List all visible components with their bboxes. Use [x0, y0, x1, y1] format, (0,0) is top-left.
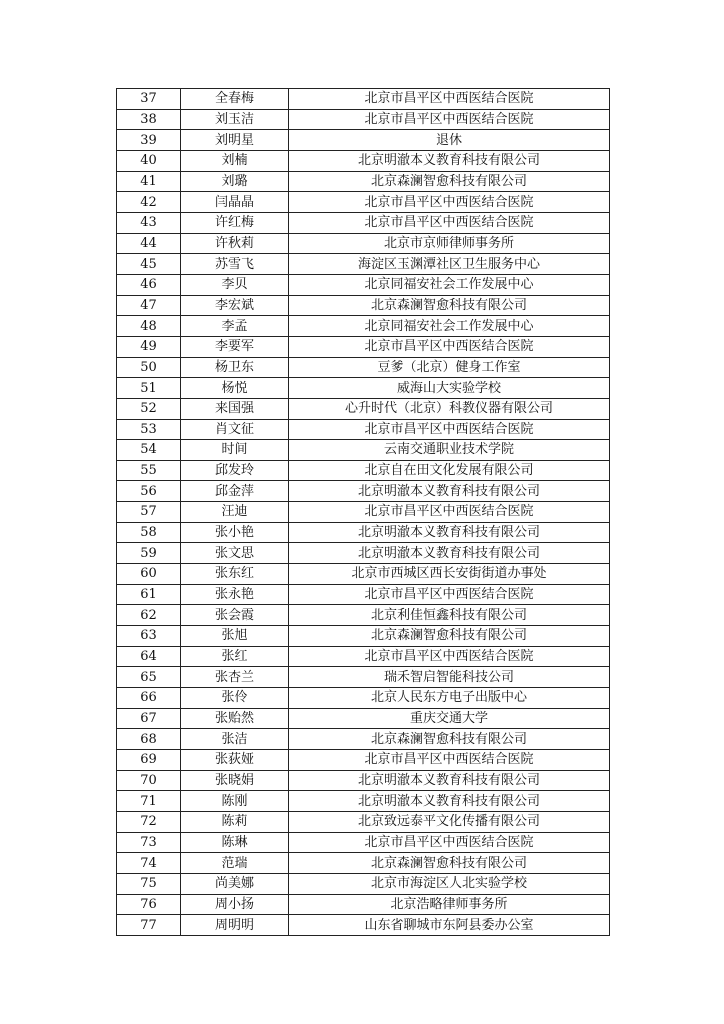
- table-row: [117, 357, 610, 378]
- row-number-cell: 53: [117, 419, 181, 440]
- table-row: [117, 605, 610, 626]
- unit-cell: 海淀区玉渊潭社区卫生服务中心: [289, 254, 610, 275]
- row-number-cell: 66: [117, 688, 181, 709]
- row-number-cell: 47: [117, 295, 181, 316]
- table-row: [117, 584, 610, 605]
- unit-cell: 北京市昌平区中西医结合医院: [289, 109, 610, 130]
- unit-cell: 北京浩略律师事务所: [289, 894, 610, 915]
- table-row: [117, 192, 610, 213]
- table-row: [117, 254, 610, 275]
- name-cell: 张杏兰: [181, 667, 289, 688]
- unit-cell: 北京致远泰平文化传播有限公司: [289, 811, 610, 832]
- name-cell: 尚美娜: [181, 873, 289, 894]
- unit-cell: 重庆交通大学: [289, 708, 610, 729]
- unit-cell: 北京市西城区西长安街街道办事处: [289, 564, 610, 585]
- table-row: [117, 646, 610, 667]
- row-number-cell: 75: [117, 873, 181, 894]
- name-cell: 张永艳: [181, 584, 289, 605]
- name-cell: 刘玉洁: [181, 109, 289, 130]
- name-cell: 张贻然: [181, 708, 289, 729]
- name-cell: 周明明: [181, 915, 289, 936]
- unit-cell: 北京市昌平区中西医结合医院: [289, 502, 610, 523]
- row-number-cell: 45: [117, 254, 181, 275]
- name-cell: 张洁: [181, 729, 289, 750]
- table-row: [117, 378, 610, 399]
- row-number-cell: 37: [117, 89, 181, 110]
- row-number-cell: 56: [117, 481, 181, 502]
- name-cell: 张东红: [181, 564, 289, 585]
- row-number-cell: 74: [117, 853, 181, 874]
- name-cell: 范瑞: [181, 853, 289, 874]
- unit-cell: 北京市昌平区中西医结合医院: [289, 89, 610, 110]
- member-table-body: [117, 89, 610, 936]
- table-row: [117, 398, 610, 419]
- row-number-cell: 39: [117, 130, 181, 151]
- unit-cell: 北京市昌平区中西医结合医院: [289, 584, 610, 605]
- table-row: [117, 502, 610, 523]
- table-row: [117, 729, 610, 750]
- unit-cell: 北京市昌平区中西医结合医院: [289, 419, 610, 440]
- unit-cell: 豆爹（北京）健身工作室: [289, 357, 610, 378]
- name-cell: 全春梅: [181, 89, 289, 110]
- table-row: [117, 564, 610, 585]
- unit-cell: 北京森澜智愈科技有限公司: [289, 853, 610, 874]
- name-cell: 张荻娅: [181, 750, 289, 771]
- row-number-cell: 71: [117, 791, 181, 812]
- table-row: [117, 522, 610, 543]
- table-row: [117, 667, 610, 688]
- unit-cell: 山东省聊城市东阿县委办公室: [289, 915, 610, 936]
- table-row: [117, 130, 610, 151]
- row-number-cell: 59: [117, 543, 181, 564]
- row-number-cell: 69: [117, 750, 181, 771]
- table-row: [117, 274, 610, 295]
- row-number-cell: 67: [117, 708, 181, 729]
- unit-cell: 北京市昌平区中西医结合医院: [289, 192, 610, 213]
- name-cell: 张伶: [181, 688, 289, 709]
- row-number-cell: 64: [117, 646, 181, 667]
- row-number-cell: 48: [117, 316, 181, 337]
- name-cell: 苏雪飞: [181, 254, 289, 275]
- unit-cell: 北京森澜智愈科技有限公司: [289, 171, 610, 192]
- unit-cell: 北京市昌平区中西医结合医院: [289, 212, 610, 233]
- unit-cell: 北京市昌平区中西医结合医院: [289, 336, 610, 357]
- row-number-cell: 44: [117, 233, 181, 254]
- table-row: [117, 440, 610, 461]
- unit-cell: 北京市京师律师事务所: [289, 233, 610, 254]
- unit-cell: 北京明澈本义教育科技有限公司: [289, 770, 610, 791]
- table-row: [117, 832, 610, 853]
- table-row: [117, 460, 610, 481]
- name-cell: 邱金萍: [181, 481, 289, 502]
- row-number-cell: 61: [117, 584, 181, 605]
- table-row: [117, 109, 610, 130]
- table-row: [117, 295, 610, 316]
- name-cell: 李要军: [181, 336, 289, 357]
- table-row: [117, 233, 610, 254]
- table-row: [117, 626, 610, 647]
- name-cell: 陈琳: [181, 832, 289, 853]
- name-cell: 邱发玲: [181, 460, 289, 481]
- unit-cell: 云南交通职业技术学院: [289, 440, 610, 461]
- table-row: [117, 750, 610, 771]
- unit-cell: 北京自在田文化发展有限公司: [289, 460, 610, 481]
- unit-cell: 北京森澜智愈科技有限公司: [289, 729, 610, 750]
- name-cell: 张会霞: [181, 605, 289, 626]
- row-number-cell: 68: [117, 729, 181, 750]
- name-cell: 肖文征: [181, 419, 289, 440]
- table-row: [117, 708, 610, 729]
- row-number-cell: 41: [117, 171, 181, 192]
- row-number-cell: 70: [117, 770, 181, 791]
- row-number-cell: 60: [117, 564, 181, 585]
- name-cell: 许秋莉: [181, 233, 289, 254]
- unit-cell: 北京市昌平区中西医结合医院: [289, 832, 610, 853]
- table-row: [117, 853, 610, 874]
- name-cell: 张红: [181, 646, 289, 667]
- row-number-cell: 58: [117, 522, 181, 543]
- unit-cell: 北京明澈本义教育科技有限公司: [289, 543, 610, 564]
- row-number-cell: 40: [117, 150, 181, 171]
- table-row: [117, 791, 610, 812]
- unit-cell: 北京明澈本义教育科技有限公司: [289, 522, 610, 543]
- row-number-cell: 52: [117, 398, 181, 419]
- unit-cell: 北京森澜智愈科技有限公司: [289, 626, 610, 647]
- table-row: [117, 770, 610, 791]
- name-cell: 李宏斌: [181, 295, 289, 316]
- table-row: [117, 915, 610, 936]
- unit-cell: 威海山大实验学校: [289, 378, 610, 399]
- table-row: [117, 543, 610, 564]
- row-number-cell: 54: [117, 440, 181, 461]
- row-number-cell: 38: [117, 109, 181, 130]
- row-number-cell: 57: [117, 502, 181, 523]
- name-cell: 刘楠: [181, 150, 289, 171]
- row-number-cell: 46: [117, 274, 181, 295]
- unit-cell: 北京明澈本义教育科技有限公司: [289, 150, 610, 171]
- name-cell: 时间: [181, 440, 289, 461]
- unit-cell: 北京同福安社会工作发展中心: [289, 316, 610, 337]
- name-cell: 杨悦: [181, 378, 289, 399]
- row-number-cell: 63: [117, 626, 181, 647]
- row-number-cell: 43: [117, 212, 181, 233]
- table-row: [117, 688, 610, 709]
- unit-cell: 心升时代（北京）科教仪器有限公司: [289, 398, 610, 419]
- unit-cell: 瑞禾智启智能科技公司: [289, 667, 610, 688]
- row-number-cell: 55: [117, 460, 181, 481]
- row-number-cell: 76: [117, 894, 181, 915]
- unit-cell: 北京明澈本义教育科技有限公司: [289, 481, 610, 502]
- row-number-cell: 72: [117, 811, 181, 832]
- table-row: [117, 336, 610, 357]
- name-cell: 许红梅: [181, 212, 289, 233]
- name-cell: 张文思: [181, 543, 289, 564]
- table-row: [117, 811, 610, 832]
- name-cell: 陈刚: [181, 791, 289, 812]
- unit-cell: 北京明澈本义教育科技有限公司: [289, 791, 610, 812]
- row-number-cell: 51: [117, 378, 181, 399]
- table-row: [117, 150, 610, 171]
- row-number-cell: 77: [117, 915, 181, 936]
- unit-cell: 北京人民东方电子出版中心: [289, 688, 610, 709]
- name-cell: 张晓娟: [181, 770, 289, 791]
- unit-cell: 北京森澜智愈科技有限公司: [289, 295, 610, 316]
- name-cell: 来国强: [181, 398, 289, 419]
- name-cell: 杨卫东: [181, 357, 289, 378]
- row-number-cell: 50: [117, 357, 181, 378]
- table-row: [117, 171, 610, 192]
- name-cell: 汪迪: [181, 502, 289, 523]
- table-row: [117, 419, 610, 440]
- name-cell: 闫晶晶: [181, 192, 289, 213]
- row-number-cell: 73: [117, 832, 181, 853]
- row-number-cell: 65: [117, 667, 181, 688]
- row-number-cell: 42: [117, 192, 181, 213]
- unit-cell: 北京市昌平区中西医结合医院: [289, 750, 610, 771]
- name-cell: 刘明星: [181, 130, 289, 151]
- unit-cell: 退休: [289, 130, 610, 151]
- row-number-cell: 49: [117, 336, 181, 357]
- table-row: [117, 894, 610, 915]
- table-row: [117, 89, 610, 110]
- unit-cell: 北京同福安社会工作发展中心: [289, 274, 610, 295]
- name-cell: 李贝: [181, 274, 289, 295]
- name-cell: 刘璐: [181, 171, 289, 192]
- name-cell: 李孟: [181, 316, 289, 337]
- unit-cell: 北京市昌平区中西医结合医院: [289, 646, 610, 667]
- name-cell: 周小扬: [181, 894, 289, 915]
- name-cell: 张小艳: [181, 522, 289, 543]
- table-row: [117, 481, 610, 502]
- table-row: [117, 316, 610, 337]
- table-row: [117, 212, 610, 233]
- unit-cell: 北京利佳恒鑫科技有限公司: [289, 605, 610, 626]
- unit-cell: 北京市海淀区人北实验学校: [289, 873, 610, 894]
- name-cell: 张旭: [181, 626, 289, 647]
- row-number-cell: 62: [117, 605, 181, 626]
- name-cell: 陈莉: [181, 811, 289, 832]
- member-table: [116, 88, 610, 936]
- table-row: [117, 873, 610, 894]
